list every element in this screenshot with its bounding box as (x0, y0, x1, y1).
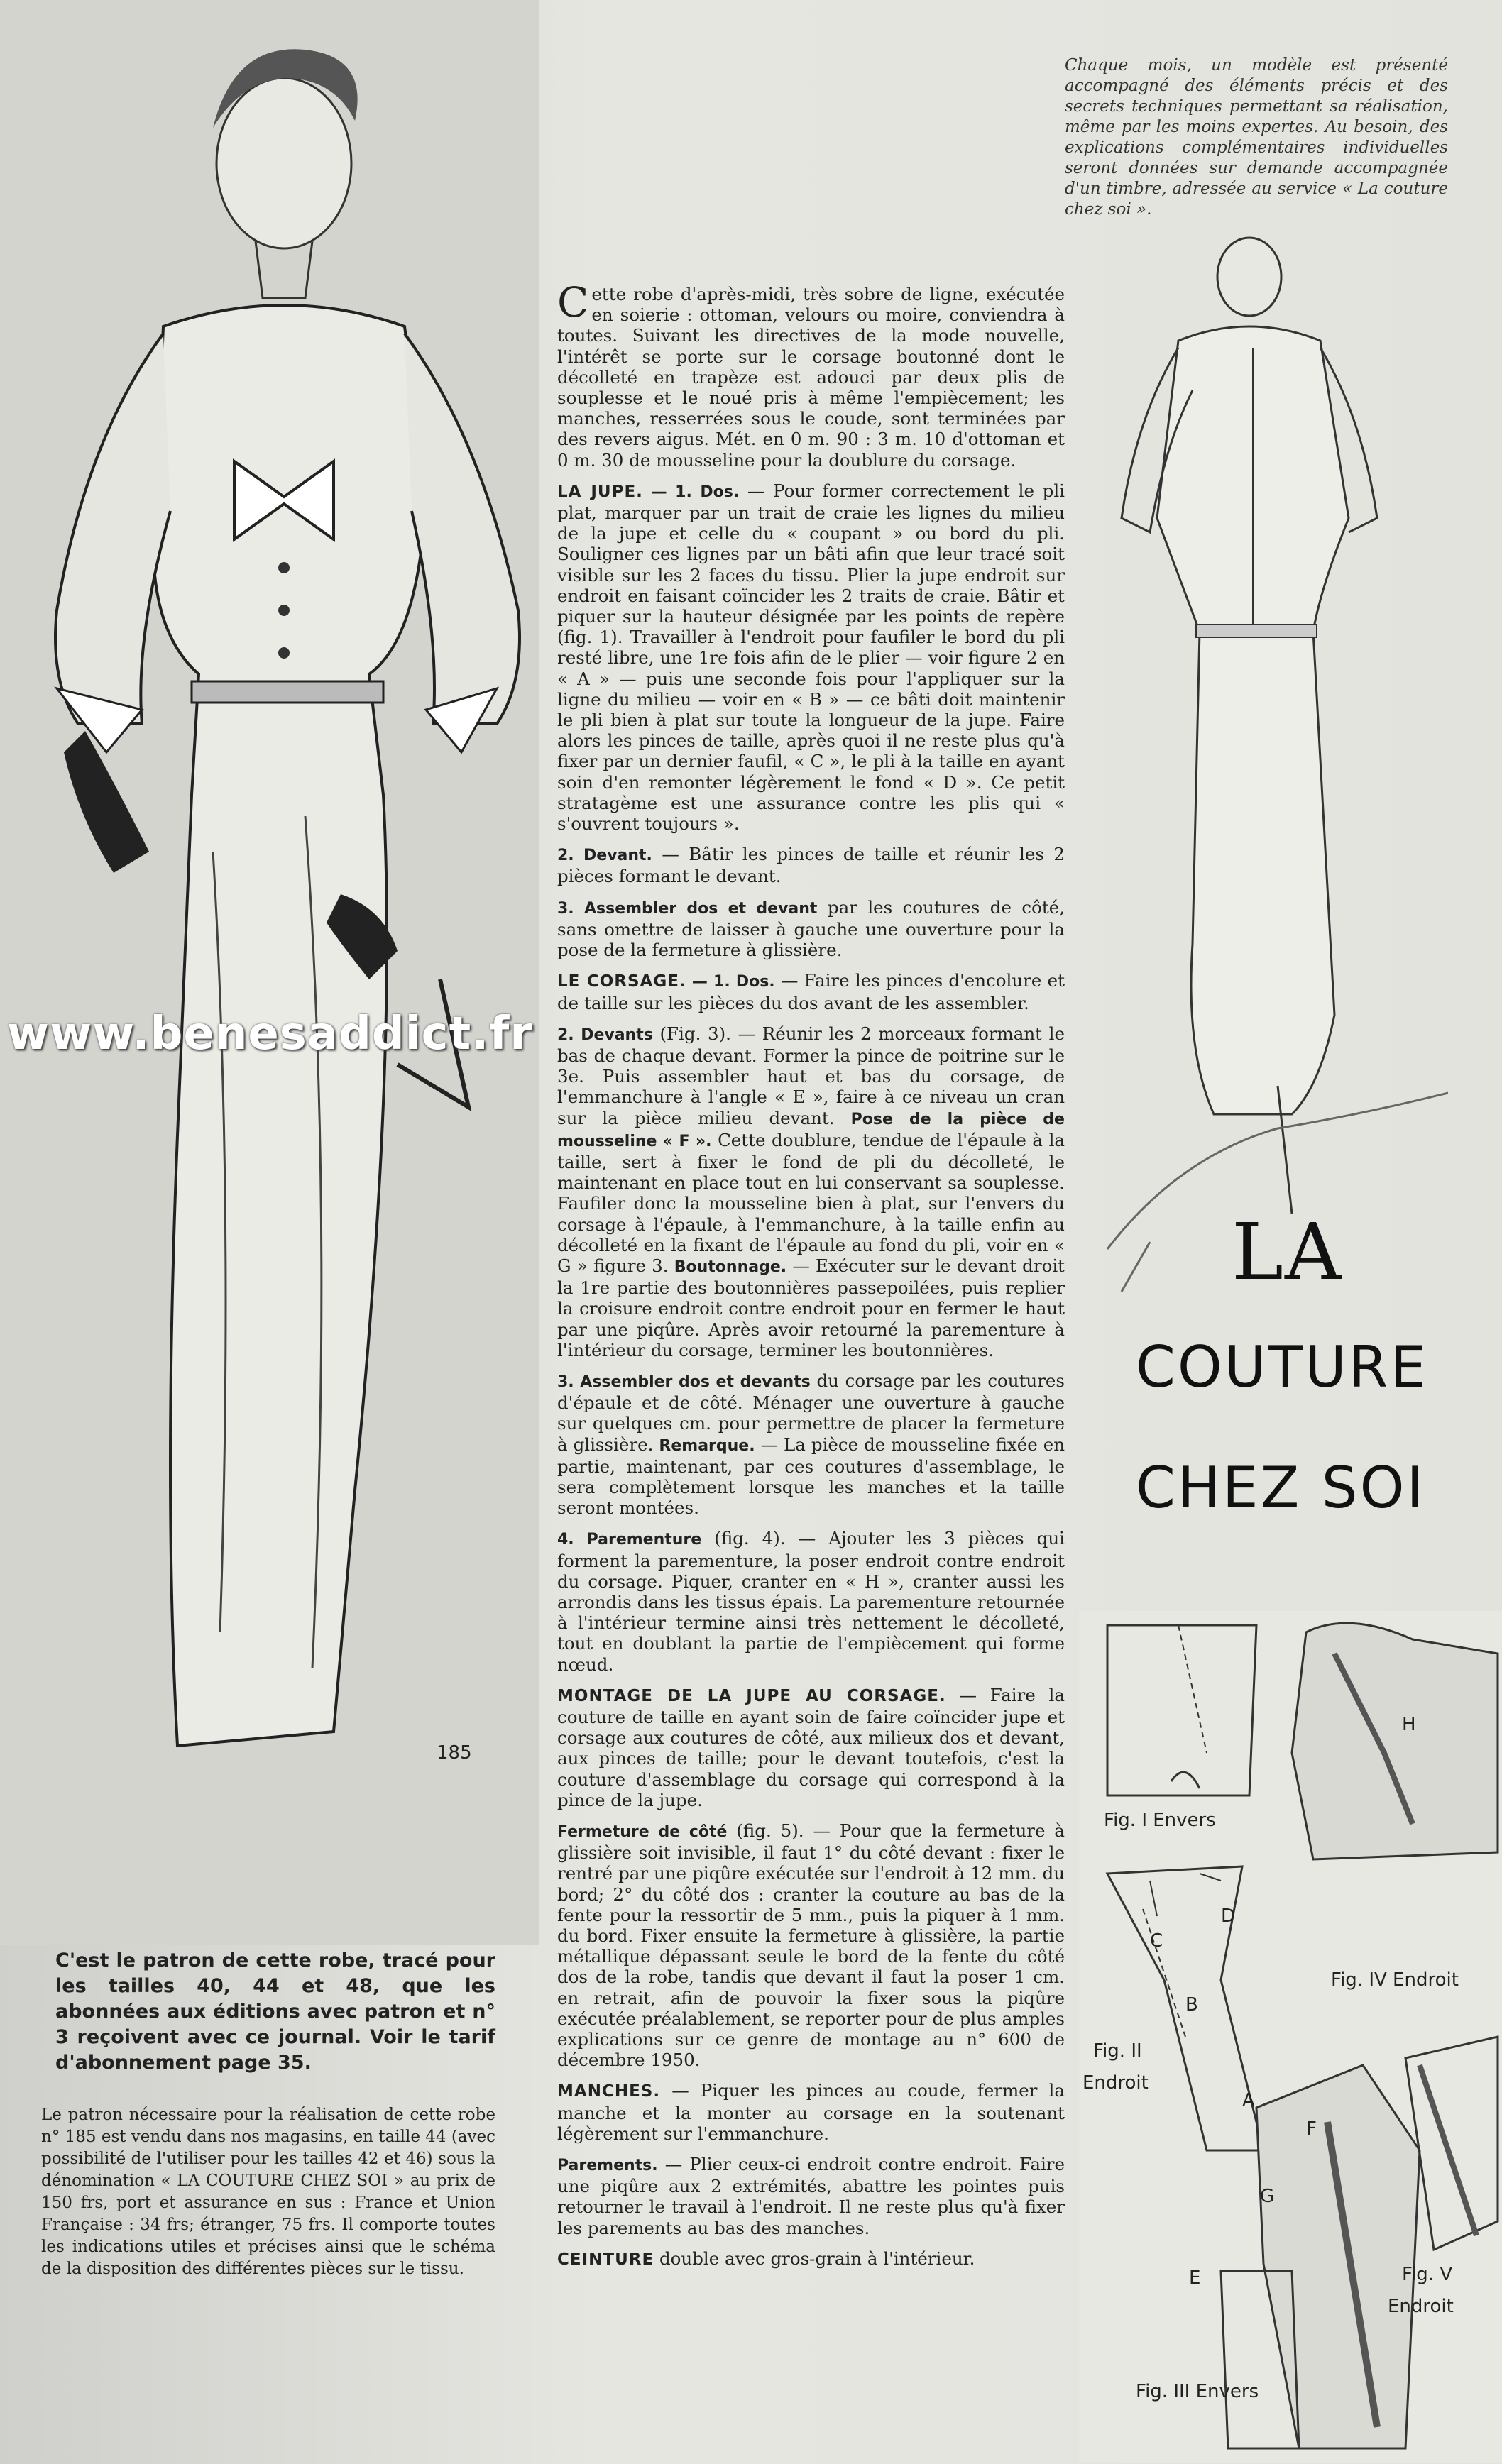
remarque-label: Remarque. (659, 1436, 755, 1455)
corsage-devants-text: (Fig. 3). — Réunir les 2 morceaux formant le bas de chaque devant. Former la pince de poitrine sur le 3e. Puis assembler haut et bas du corsage, de l'emmanchure à l'angle « E », faire à ce niveau un cran sur la pièce milieu devant. (557, 1023, 1065, 1128)
jupe-assembler-text: par les coutures de côté, sans omettre de laisser à gauche une ouverture pour la pose de la fermeture à glissière. (557, 896, 1065, 961)
pose-mousseline-label: Pose de la pièce de mousseline « F ». (557, 1110, 1065, 1150)
jupe-dos-paragraph (557, 480, 1065, 834)
pattern-diagrams (1079, 1611, 1502, 2463)
parements-text: — Plier ceux-ci endroit contre endroit. Faire une piqûre aux 2 extrémités, abattre les pointes puis retourner le travail à l'endroit. Il ne reste plus qu'à fixer les parements au bas des manches. (557, 2154, 1065, 2238)
parementure-label: 4. Parementure (557, 1531, 702, 1549)
patron-details: Le patron nécessaire pour la réalisation de cette robe n° 185 est vendu dans nos magasins, en taille 44 (avec possibilité de l'utiliser pour les tailles 42 et 46) sous la dénomination « LA COUTURE CHEZ SOI » au prix de 150 frs, port et assurance en sus : France et Union Française : 34 frs; étranger, 75 frs. Il comporte toutes les indications utiles et précises ainsi que le schéma de la disposition des différentes pièces sur le tissu. (41, 2106, 495, 2278)
pattern-letter-g: G (1260, 2186, 1275, 2207)
montage-heading: MONTAGE DE LA JUPE AU CORSAGE. (557, 1686, 946, 1705)
remarque-text: — La pièce de mousseline fixée en partie, maintenant, par ces coutures d'assemblage, le sera complètement lorsque les manches et la taille seront montées. (557, 1434, 1065, 1519)
fig-5-label: Fig. V (1402, 2264, 1453, 2285)
pattern-letter-h: H (1402, 1714, 1416, 1735)
pattern-letter-a: A (1242, 2090, 1255, 2111)
montage-text: — Faire la couture de taille en ayant soin de faire coïncider jupe et corsage aux coutures de côté, aux milieux dos et devant, aux pinces de taille; pour le devant toutefois, c'est la couture d'assemblage du corsage qui correspond à la pince de la jupe. (557, 1684, 1065, 1810)
fig-1-label: Fig. I Envers (1104, 1810, 1216, 1831)
pattern-letter-f: F (1306, 2118, 1317, 2140)
fermeture-label: Fermeture de côté (557, 1823, 728, 1842)
corsage-assembler-text: du corsage par les coutures d'épaule et de côté. Ménager une ouverture à gauche sur quelques cm. pour permettre de placer la fermeture à glissière. (557, 1370, 1065, 1455)
ceinture-paragraph (557, 2248, 1065, 2270)
corsage-assembler-paragraph (557, 1370, 1065, 1518)
jupe-assembler-paragraph (557, 897, 1065, 961)
corsage-assembler-label: 3. Assembler dos et devants (557, 1373, 811, 1391)
title-chez-soi: CHEZ SOI (1136, 1455, 1426, 1521)
corsage-heading: LE CORSAGE. (557, 972, 686, 991)
corsage-dos-paragraph (557, 970, 1065, 1013)
watermark-text: www.benesaddict.fr (7, 1008, 533, 1060)
fermeture-paragraph (557, 1820, 1065, 2070)
pattern-letter-c: C (1150, 1930, 1163, 1952)
fig-5-sub-label: Endroit (1388, 2296, 1454, 2317)
ceinture-heading: CEINTURE (557, 2250, 654, 2269)
fig-2-sub-label: Endroit (1082, 2072, 1149, 2094)
title-couture: COUTURE (1136, 1334, 1428, 1400)
fig-2-label: Fig. II (1093, 2040, 1142, 2062)
dress-illustration (0, 0, 539, 1945)
boutonnage-text: — Exécuter sur le devant droit la 1re partie des boutonnières passepoilées, puis replier la croisure endroit contre endroit pour en fermer le haut par une piqûre. Après avoir retourné la parementure à l'intérieur du corsage, terminer les boutonnières. (557, 1255, 1065, 1360)
pattern-letter-d: D (1221, 1905, 1236, 1927)
jupe-heading: LA JUPE. (557, 482, 643, 501)
jupe-devant-text: — Bâtir les pinces de taille et réunir les 2 pièces formant le devant. (557, 844, 1065, 887)
corsage-dos-label: — 1. Dos. (691, 973, 775, 991)
patron-announcement: C'est le patron de cette robe, tracé pour les tailles 40, 44 et 48, que les abonnées aux éditions avec patron et n° 3 reçoivent avec ce journal. Voir le tarif d'abonnement page 35. (55, 1949, 495, 2074)
pose-mousseline-text: Cette doublure, tendue de l'épaule à la taille, sert à fixer le fond de pli du décolleté, le maintenant en place tout en lui conservant sa souplesse. Faufiler donc la mousseline bien à plat, sur l'envers du corsage à l'épaule, à l'emmanchure, à la taille enfin au décolleté en la fixant de l'épaule au fond du pli, voir en « G » figure 3. (557, 1129, 1065, 1276)
jupe-devant-label: 2. Devant. (557, 847, 652, 865)
manches-heading: MANCHES. (557, 2082, 661, 2101)
parementure-paragraph (557, 1528, 1065, 1674)
parements-label: Parements. (557, 2157, 658, 2175)
corsage-dos-text: — Faire les pinces d'encolure et de taille sur les pièces du dos avant de les assembler. (557, 970, 1065, 1013)
dress-back-illustration (1107, 234, 1502, 1214)
boutonnage-label: Boutonnage. (674, 1258, 787, 1276)
fig-4-label: Fig. IV Endroit (1331, 1969, 1459, 1991)
pattern-letter-b: B (1185, 1994, 1198, 2015)
manches-text: — Piquer les pinces au coude, fermer la manche et la monter au corsage en la soutenant légèrement sur l'emmanchure. (557, 2080, 1065, 2144)
fig-3-label: Fig. III Envers (1136, 2381, 1259, 2402)
pattern-letter-e: E (1189, 2267, 1201, 2289)
jupe-dos-text: — Pour former correctement le pli plat, marquer par un trait de craie les lignes du milieu de la jupe et celle du « coupant » ou bord du pli. Souligner ces lignes par un bâti afin que leur tracé soit visible sur les 2 faces du tissu. Plier la jupe endroit sur endroit en faisant coïncider les 2 traits de craie. Bâtir et piquer sur la hauteur désignée par les points de repère (fig. 1). Travailler à l'endroit pour faufiler le bord du pli resté libre, une 1re fois afin de le plier — voir figure 2 en « A » — puis une seconde fois pour l'appliquer sur la ligne du milieu — voir en « B » — ce bâti doit maintenir le pli bien à plat sur toute la longueur de la jupe. Faire alors les pinces de taille, après quoi il ne reste plus qu'à fixer par un dernier faufil, « C », le pli à la taille en ayant soin d'en remonter légèrement le fond « D ». Ce petit stratagème est une assurance contre les plis qui « s'ouvrent toujours ». (557, 480, 1065, 835)
fermeture-text: (fig. 5). — Pour que la fermeture à glissière soit invisible, il faut 1° du côté devant : fixer le rentré par une piqûre exécutée sur l'endroit à 12 mm. du bord; 2° du côté dos : cranter la couture au bas de la fente pour la ressortir de 5 mm., puis la piquer à 1 mm. du bord. Fixer ensuite la fermeture à glissière, la partie métallique dépassant seule le bord de la fente du côté dos de la robe, tandis que devant il faut la poser 1 cm. en retrait, afin de pouvoir la fixer sous la piqûre exécutée préalablement, se reporter pour de plus amples explications sur ce genre de montage au n° 600 de décembre 1950. (557, 1820, 1065, 2071)
intro-text: Chaque mois, un modèle est présenté accompagné des éléments précis et des secrets techniques permettant sa réalisation, même par les moins expertes. Au besoin, des explications complémentaires individuelles seront données sur demande accompagnée d'un timbre, adressée au service « La couture chez soi ». (1065, 56, 1448, 219)
parementure-text: (fig. 4). — Ajouter les 3 pièces qui forment la parementure, la poser endroit contre endroit du corsage. Piquer, cranter en « H », cranter aussi les arrondis dans les tissus épais. La parementure retournée à l'intérieur termine ainsi très nettement le décolleté, tout en doublant la partie de l'empiècement qui forme nœud. (557, 1528, 1065, 1675)
manches-paragraph (557, 2080, 1065, 2144)
jupe-dos-label: — 1. Dos. (651, 483, 740, 501)
parements-paragraph (557, 2154, 1065, 2238)
page-number: 185 (437, 1742, 472, 1764)
jupe-assembler-label: 3. Assembler dos et devant (557, 899, 818, 918)
ceinture-text: double avec gros-grain à l'intérieur. (659, 2248, 975, 2269)
title-la: LA (1232, 1206, 1343, 1297)
article-lead: Cette robe d'après-midi, très sobre de ligne, exécutée en soierie : ottoman, velours ou moire, conviendra à toutes. Suivant les directives de la mode nouvelle, l'intérêt se porte sur le corsage boutonné dont le décolleté en trapèze est adouci par deux plis de souplesse et le noué pris à même l'empiècement; les manches, resserrées sous le coude, sont terminées par des revers aigus. Mét. en 0 m. 90 : 3 m. 10 d'ottoman et 0 m. 30 de mousseline pour la doublure du corsage. (557, 278, 1065, 471)
montage-paragraph (557, 1685, 1065, 1810)
corsage-devants-paragraph (557, 1023, 1065, 1360)
article-body (557, 278, 1065, 2280)
jupe-devant-paragraph (557, 844, 1065, 886)
corsage-devants-label: 2. Devants (557, 1025, 653, 1044)
